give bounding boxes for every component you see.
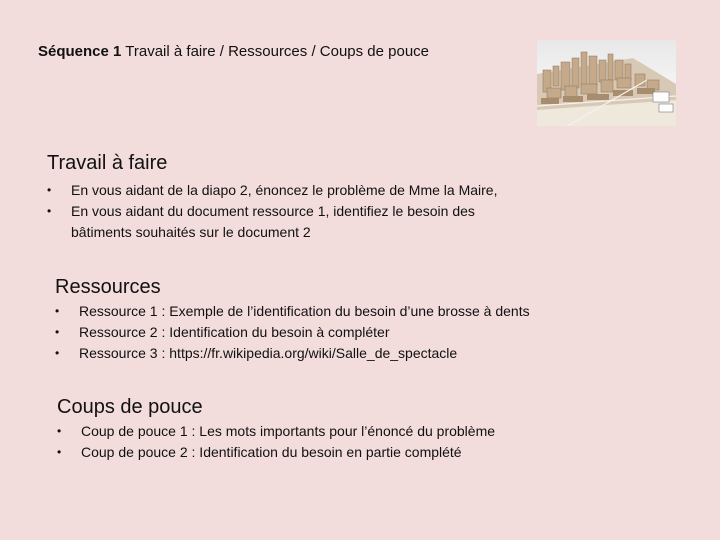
- list-item: [55, 322, 530, 343]
- bullet: •: [55, 346, 60, 360]
- section-title-coups: Coups de pouce: [57, 396, 203, 418]
- list-item: [55, 343, 530, 364]
- sequence-label: Séquence 1: [38, 43, 122, 60]
- city-model-photo: [537, 40, 676, 126]
- section-title-travail: Travail à faire: [47, 152, 168, 174]
- list-item-text: Ressource 3 : https://fr.wikipedia.org/wiki/Salle_de_spectacle: [79, 345, 458, 361]
- list-item-continuation: [47, 222, 497, 243]
- list-item-text: En vous aidant du document ressource 1, identifiez le besoin des: [71, 203, 475, 219]
- coups-list: [57, 421, 495, 463]
- list-item-text: Ressource 2 : Identification du besoin à compléter: [79, 324, 390, 340]
- list-item-text: En vous aidant de la diapo 2, énoncez le problème de Mme la Maire,: [71, 182, 498, 198]
- section-title-ressources: Ressources: [55, 276, 161, 298]
- list-item: [57, 442, 495, 463]
- slide-header: [38, 43, 429, 60]
- list-item-text: bâtiments souhaités sur le document 2: [71, 224, 311, 240]
- section-ressources: [55, 274, 530, 364]
- bullet: •: [55, 304, 60, 318]
- city-model-illustration: [537, 40, 676, 126]
- header-text: Travail à faire / Ressources / Coups de pouce: [121, 43, 430, 60]
- section-travail: [47, 150, 497, 243]
- section-coups-de-pouce: [57, 394, 495, 463]
- bullet: •: [55, 325, 60, 339]
- list-item-text: Coup de pouce 1 : Les mots importants pour l’énoncé du problème: [81, 423, 496, 439]
- bullet: •: [47, 204, 52, 218]
- list-item: [55, 301, 530, 322]
- travail-list: [47, 180, 497, 243]
- bullet: •: [47, 183, 52, 197]
- list-item-text: Coup de pouce 2 : Identification du besoin en partie complété: [81, 444, 462, 460]
- list-item-text: Ressource 1 : Exemple de l’identification du besoin d’une brosse à dents: [79, 303, 530, 319]
- bullet: •: [57, 445, 62, 459]
- list-item: [47, 201, 497, 222]
- list-item: [47, 180, 497, 201]
- bullet: •: [57, 424, 62, 438]
- list-item: [57, 421, 495, 442]
- ressources-list: [55, 301, 530, 364]
